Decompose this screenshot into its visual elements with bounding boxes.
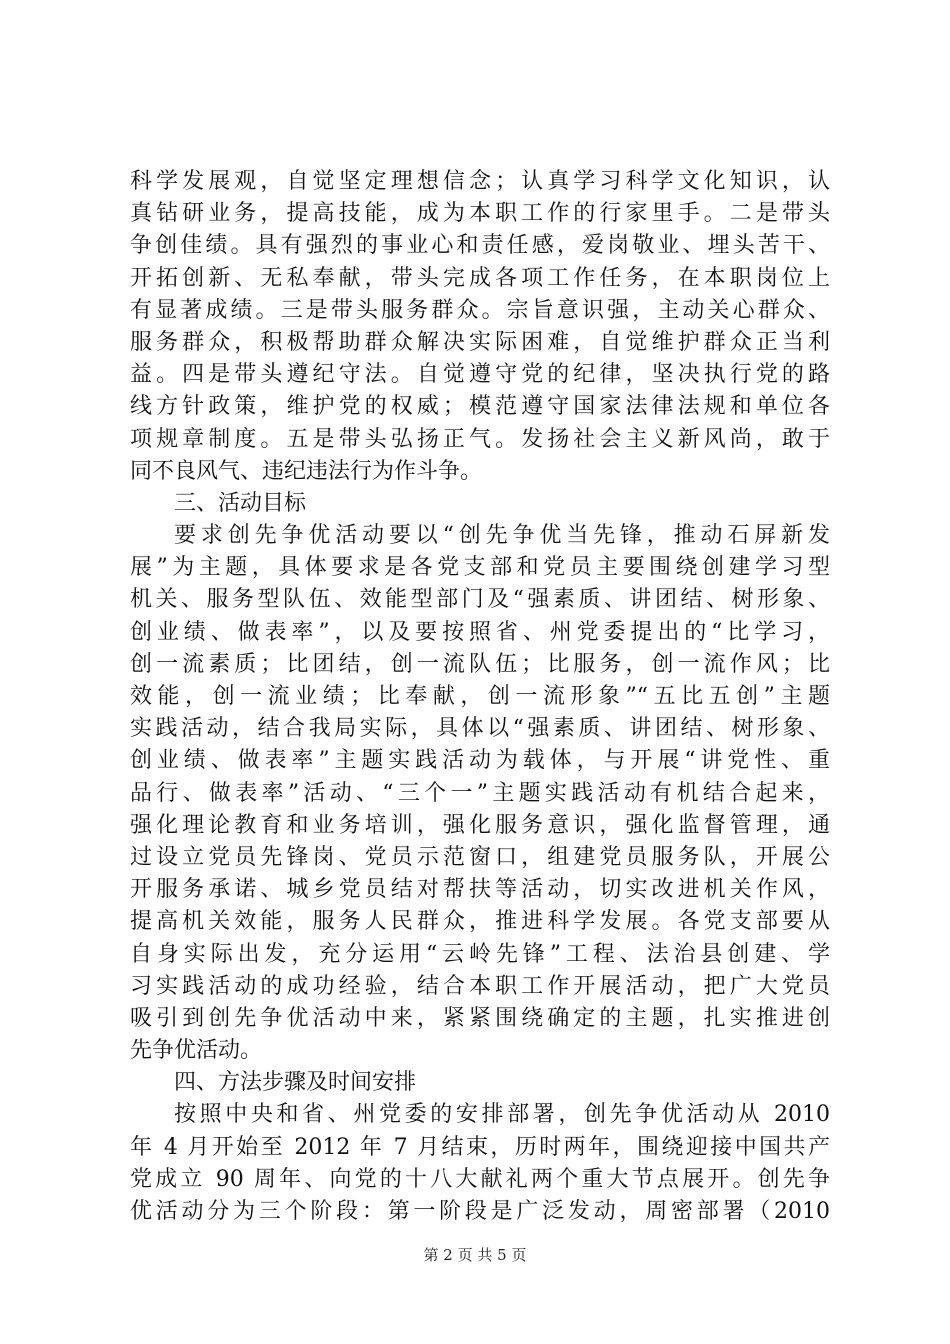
text-line: 有显著成绩。三是带头服务群众。宗旨意识强，主动关心群众、 <box>130 297 830 323</box>
text-line: 效能，创一流业绩；比奉献，创一流形象”“五比五创”主题 <box>130 684 830 709</box>
text-line: 创一流素质；比团结，创一流队伍；比服务，创一流作风；比 <box>130 651 830 677</box>
text-line: 先争优活动。 <box>130 1038 263 1064</box>
text-line: 四、方法步骤及时间安排 <box>174 1070 417 1096</box>
document-body <box>130 166 830 1228</box>
text-line: 线方针政策，维护党的权威；模范遵守国家法律法规和单位各 <box>130 394 830 420</box>
text-line: 开拓创新、无私奉献，带头完成各项工作任务，在本职岗位上 <box>130 265 830 291</box>
text-line: 益。四是带头遵纪守法。自觉遵守党的纪律，坚决执行党的路 <box>130 362 830 388</box>
text-line: 实践活动，结合我局实际，具体以“强素质、讲团结、树形象、 <box>130 716 830 742</box>
text-line: 服务群众，积极帮助群众解决实际困难，自觉维护群众正当利 <box>130 329 830 355</box>
text-line: 展”为主题，具体要求是各党支部和党员主要围绕创建学习型 <box>130 555 830 581</box>
text-line: 品行、做表率”活动、“三个一”主题实践活动有机结合起来， <box>130 780 830 806</box>
text-line: 科学发展观，自觉坚定理想信念；认真学习科学文化知识，认 <box>130 169 830 194</box>
text-line: 要求创先争优活动要以“创先争优当先锋，推动石屏新发 <box>174 523 830 549</box>
text-line: 吸引到创先争优活动中来，紧紧围绕确定的主题，扎实推进创 <box>130 1005 830 1031</box>
text-line: 三、活动目标 <box>174 490 307 516</box>
text-line: 同不良风气、违纪违法行为作斗争。 <box>130 458 483 484</box>
text-line: 创业绩、做表率”，以及要按照省、州党委提出的“比学习， <box>130 619 830 645</box>
text-line: 按照中央和省、州党委的安排部署，创先争优活动从 2010 <box>174 1102 830 1128</box>
text-line: 过设立党员先锋岗、党员示范窗口，组建党员服务队，开展公 <box>130 844 830 870</box>
text-line: 习实践活动的成功经验，结合本职工作开展活动，把广大党员 <box>130 973 830 999</box>
text-line: 提高机关效能，服务人民群众，推进科学发展。各党支部要从 <box>130 909 830 935</box>
text-line: 真钻研业务，提高技能，成为本职工作的行家里手。二是带头 <box>130 201 830 227</box>
text-line: 年 4 月开始至 2012 年 7 月结束，历时两年，围绕迎接中国共产 <box>130 1134 830 1160</box>
text-line: 自身实际出发，充分运用“云岭先锋”工程、法治县创建、学 <box>130 941 830 967</box>
text-line: 优活动分为三个阶段：第一阶段是广泛发动，周密部署（2010 <box>130 1199 830 1224</box>
text-line: 党成立 90 周年、向党的十八大献礼两个重大节点展开。创先争 <box>130 1166 830 1192</box>
text-line: 开服务承诺、城乡党员结对帮扶等活动，切实改进机关作风， <box>130 877 830 903</box>
text-line: 创业绩、做表率”主题实践活动为载体，与开展“讲党性、重 <box>130 748 830 774</box>
text-line: 项规章制度。五是带头弘扬正气。发扬社会主义新风尚，敢于 <box>130 426 830 452</box>
page-footer: 第 2 页 共 5 页 <box>423 1246 527 1264</box>
text-line: 机关、服务型队伍、效能型部门及“强素质、讲团结、树形象、 <box>130 587 830 613</box>
text-line: 强化理论教育和业务培训，强化服务意识，强化监督管理，通 <box>130 812 830 838</box>
text-line: 争创佳绩。具有强烈的事业心和责任感，爱岗敬业、埋头苦干、 <box>130 233 830 259</box>
